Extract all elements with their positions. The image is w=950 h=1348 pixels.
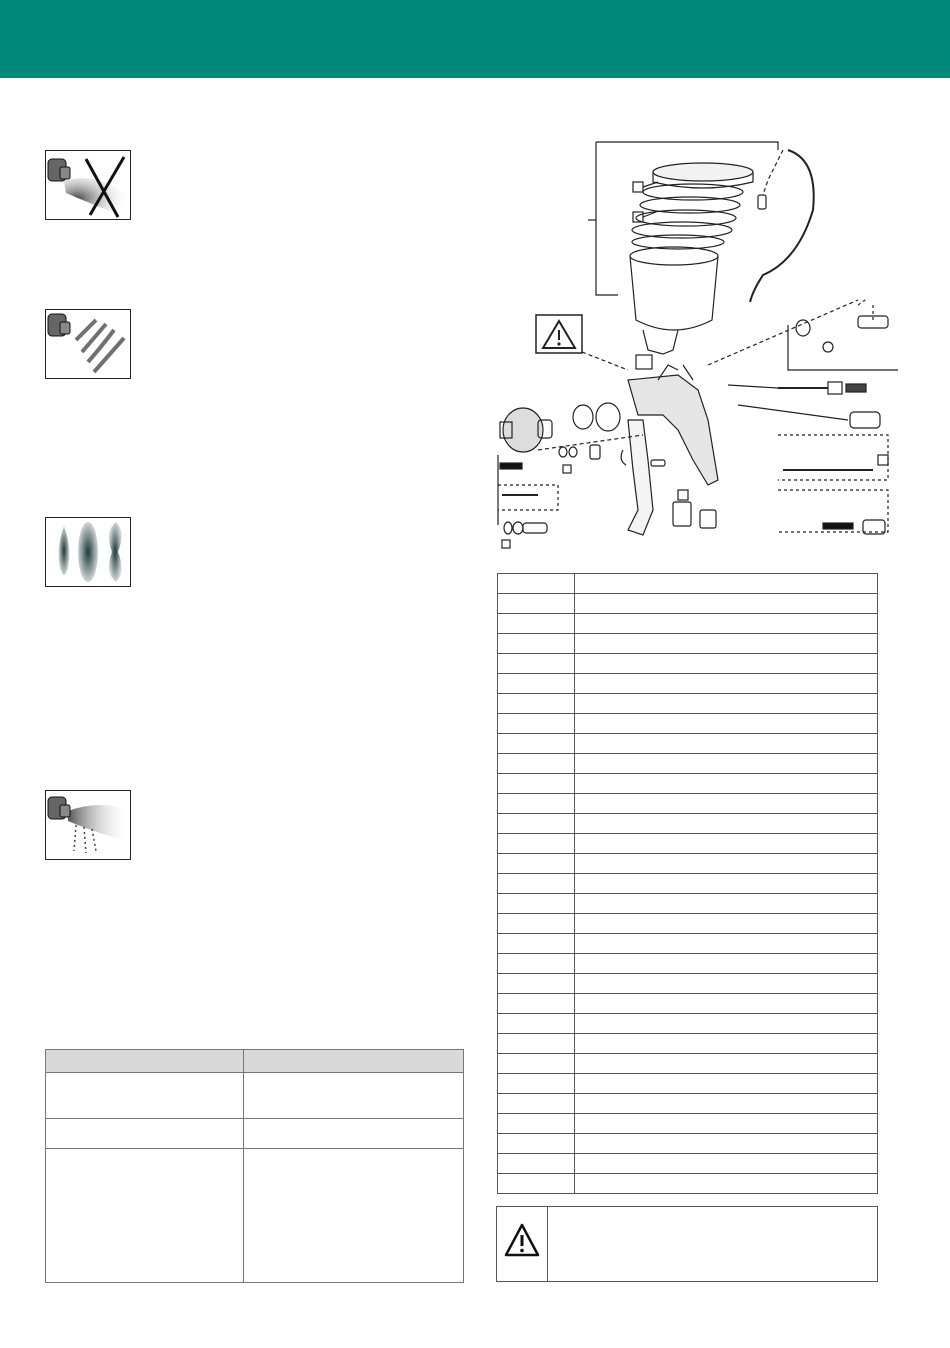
- parts-table-cell: [575, 814, 878, 834]
- parts-table-cell: [498, 674, 575, 694]
- parts-table-cell: [575, 1014, 878, 1034]
- parts-table-cell: [575, 874, 878, 894]
- parts-table-cell: [498, 974, 575, 994]
- parts-table-row: [498, 694, 878, 714]
- parts-table-cell: [575, 934, 878, 954]
- parts-table-cell: [575, 694, 878, 714]
- parts-table-cell: [498, 754, 575, 774]
- header-band: [0, 0, 950, 78]
- parts-table-cell: [498, 694, 575, 714]
- parts-table-cell: [498, 834, 575, 854]
- parts-table-row: [498, 814, 878, 834]
- parts-table-cell: [498, 654, 575, 674]
- parts-table-row: [498, 934, 878, 954]
- parts-table-cell: [498, 574, 575, 594]
- parts-table-cell: [575, 1154, 878, 1174]
- info-table-header-row: [46, 1050, 464, 1073]
- parts-table-cell: [575, 734, 878, 754]
- parts-table-row: [498, 854, 878, 874]
- parts-table-cell: [575, 1094, 878, 1114]
- parts-table-cell: [575, 1054, 878, 1074]
- parts-table-row: [498, 1114, 878, 1134]
- parts-table-row: [498, 714, 878, 734]
- parts-table-row: [498, 774, 878, 794]
- wavy-spray-pattern-icon: [45, 309, 131, 379]
- parts-table-cell: [498, 1014, 575, 1034]
- parts-table-row: [498, 954, 878, 974]
- parts-table-row: [498, 594, 878, 614]
- parts-table-cell: [575, 674, 878, 694]
- parts-table-row: [498, 994, 878, 1014]
- parts-table-cell: [498, 1154, 575, 1174]
- parts-table-cell: [498, 814, 575, 834]
- parts-table-cell: [575, 1034, 878, 1054]
- parts-table-cell: [498, 1054, 575, 1074]
- parts-table-cell: [498, 1074, 575, 1094]
- parts-table-cell: [575, 754, 878, 774]
- spray-gun-exploded-view-icon: [478, 130, 898, 550]
- parts-table-cell: [575, 574, 878, 594]
- parts-table-row: [498, 1094, 878, 1114]
- info-table-cell: [244, 1119, 464, 1149]
- parts-table-cell: [575, 914, 878, 934]
- parts-table-cell: [575, 994, 878, 1014]
- parts-table-row: [498, 1134, 878, 1154]
- parts-table-cell: [498, 634, 575, 654]
- parts-table-cell: [575, 614, 878, 634]
- parts-table-cell: [498, 994, 575, 1014]
- parts-table-row: [498, 574, 878, 594]
- parts-table-cell: [575, 894, 878, 914]
- info-table-row: [46, 1073, 464, 1119]
- parts-table-cell: [575, 1134, 878, 1154]
- parts-table-cell: [575, 834, 878, 854]
- parts-table-row: [498, 874, 878, 894]
- parts-table-cell: [498, 734, 575, 754]
- parts-table-row: [498, 1054, 878, 1074]
- parts-table-cell: [575, 854, 878, 874]
- warning-icon-cell: [497, 1207, 548, 1281]
- parts-table-row: [498, 834, 878, 854]
- info-table-cell: [46, 1073, 244, 1119]
- parts-table-cell: [575, 774, 878, 794]
- spray-with-droplets-icon: [45, 790, 131, 860]
- parts-table-row: [498, 1154, 878, 1174]
- parts-table-row: [498, 654, 878, 674]
- parts-table-row: [498, 894, 878, 914]
- parts-table-row: [498, 614, 878, 634]
- parts-table-cell: [498, 954, 575, 974]
- parts-table-cell: [498, 914, 575, 934]
- parts-table-cell: [498, 794, 575, 814]
- parts-table-cell: [498, 594, 575, 614]
- parts-table-cell: [575, 794, 878, 814]
- info-table-row: [46, 1119, 464, 1149]
- parts-table-cell: [498, 1134, 575, 1154]
- info-table-cell: [244, 1073, 464, 1119]
- parts-table-cell: [498, 1094, 575, 1114]
- info-table-cell: [46, 1149, 244, 1283]
- parts-table-cell: [498, 1114, 575, 1134]
- parts-table-row: [498, 734, 878, 754]
- parts-table-cell: [575, 714, 878, 734]
- parts-table-cell: [498, 1034, 575, 1054]
- parts-table-cell: [575, 1114, 878, 1134]
- parts-table-row: [498, 794, 878, 814]
- parts-table-cell: [498, 714, 575, 734]
- parts-table-row: [498, 1174, 878, 1194]
- parts-table-row: [498, 674, 878, 694]
- parts-table-cell: [575, 954, 878, 974]
- info-table-header-cell: [244, 1050, 464, 1073]
- info-table-cell: [244, 1149, 464, 1283]
- parts-table-row: [498, 754, 878, 774]
- info-table: [45, 1049, 464, 1283]
- parts-table-cell: [498, 934, 575, 954]
- parts-table-cell: [575, 654, 878, 674]
- parts-table-cell: [498, 894, 575, 914]
- warning-triangle-icon: [497, 1207, 547, 1281]
- parts-table-cell: [498, 774, 575, 794]
- parts-table-cell: [498, 614, 575, 634]
- parts-table-row: [498, 914, 878, 934]
- parts-table-cell: [498, 874, 575, 894]
- parts-table-cell: [498, 1174, 575, 1194]
- crossed-out-spray-icon: [45, 150, 131, 220]
- parts-table-row: [498, 974, 878, 994]
- parts-table-cell: [498, 854, 575, 874]
- warning-box: [496, 1206, 878, 1282]
- parts-table-cell: [575, 634, 878, 654]
- parts-table-cell: [575, 974, 878, 994]
- parts-table-row: [498, 1034, 878, 1054]
- parts-table-row: [498, 634, 878, 654]
- parts-table-cell: [575, 1074, 878, 1094]
- parts-table-cell: [575, 1174, 878, 1194]
- spray-pattern-shapes-icon: [45, 517, 131, 587]
- parts-table-cell: [575, 594, 878, 614]
- parts-table-row: [498, 1014, 878, 1034]
- parts-table: [497, 573, 878, 1194]
- parts-table-row: [498, 1074, 878, 1094]
- info-table-header-cell: [46, 1050, 244, 1073]
- info-table-cell: [46, 1119, 244, 1149]
- info-table-row: [46, 1149, 464, 1283]
